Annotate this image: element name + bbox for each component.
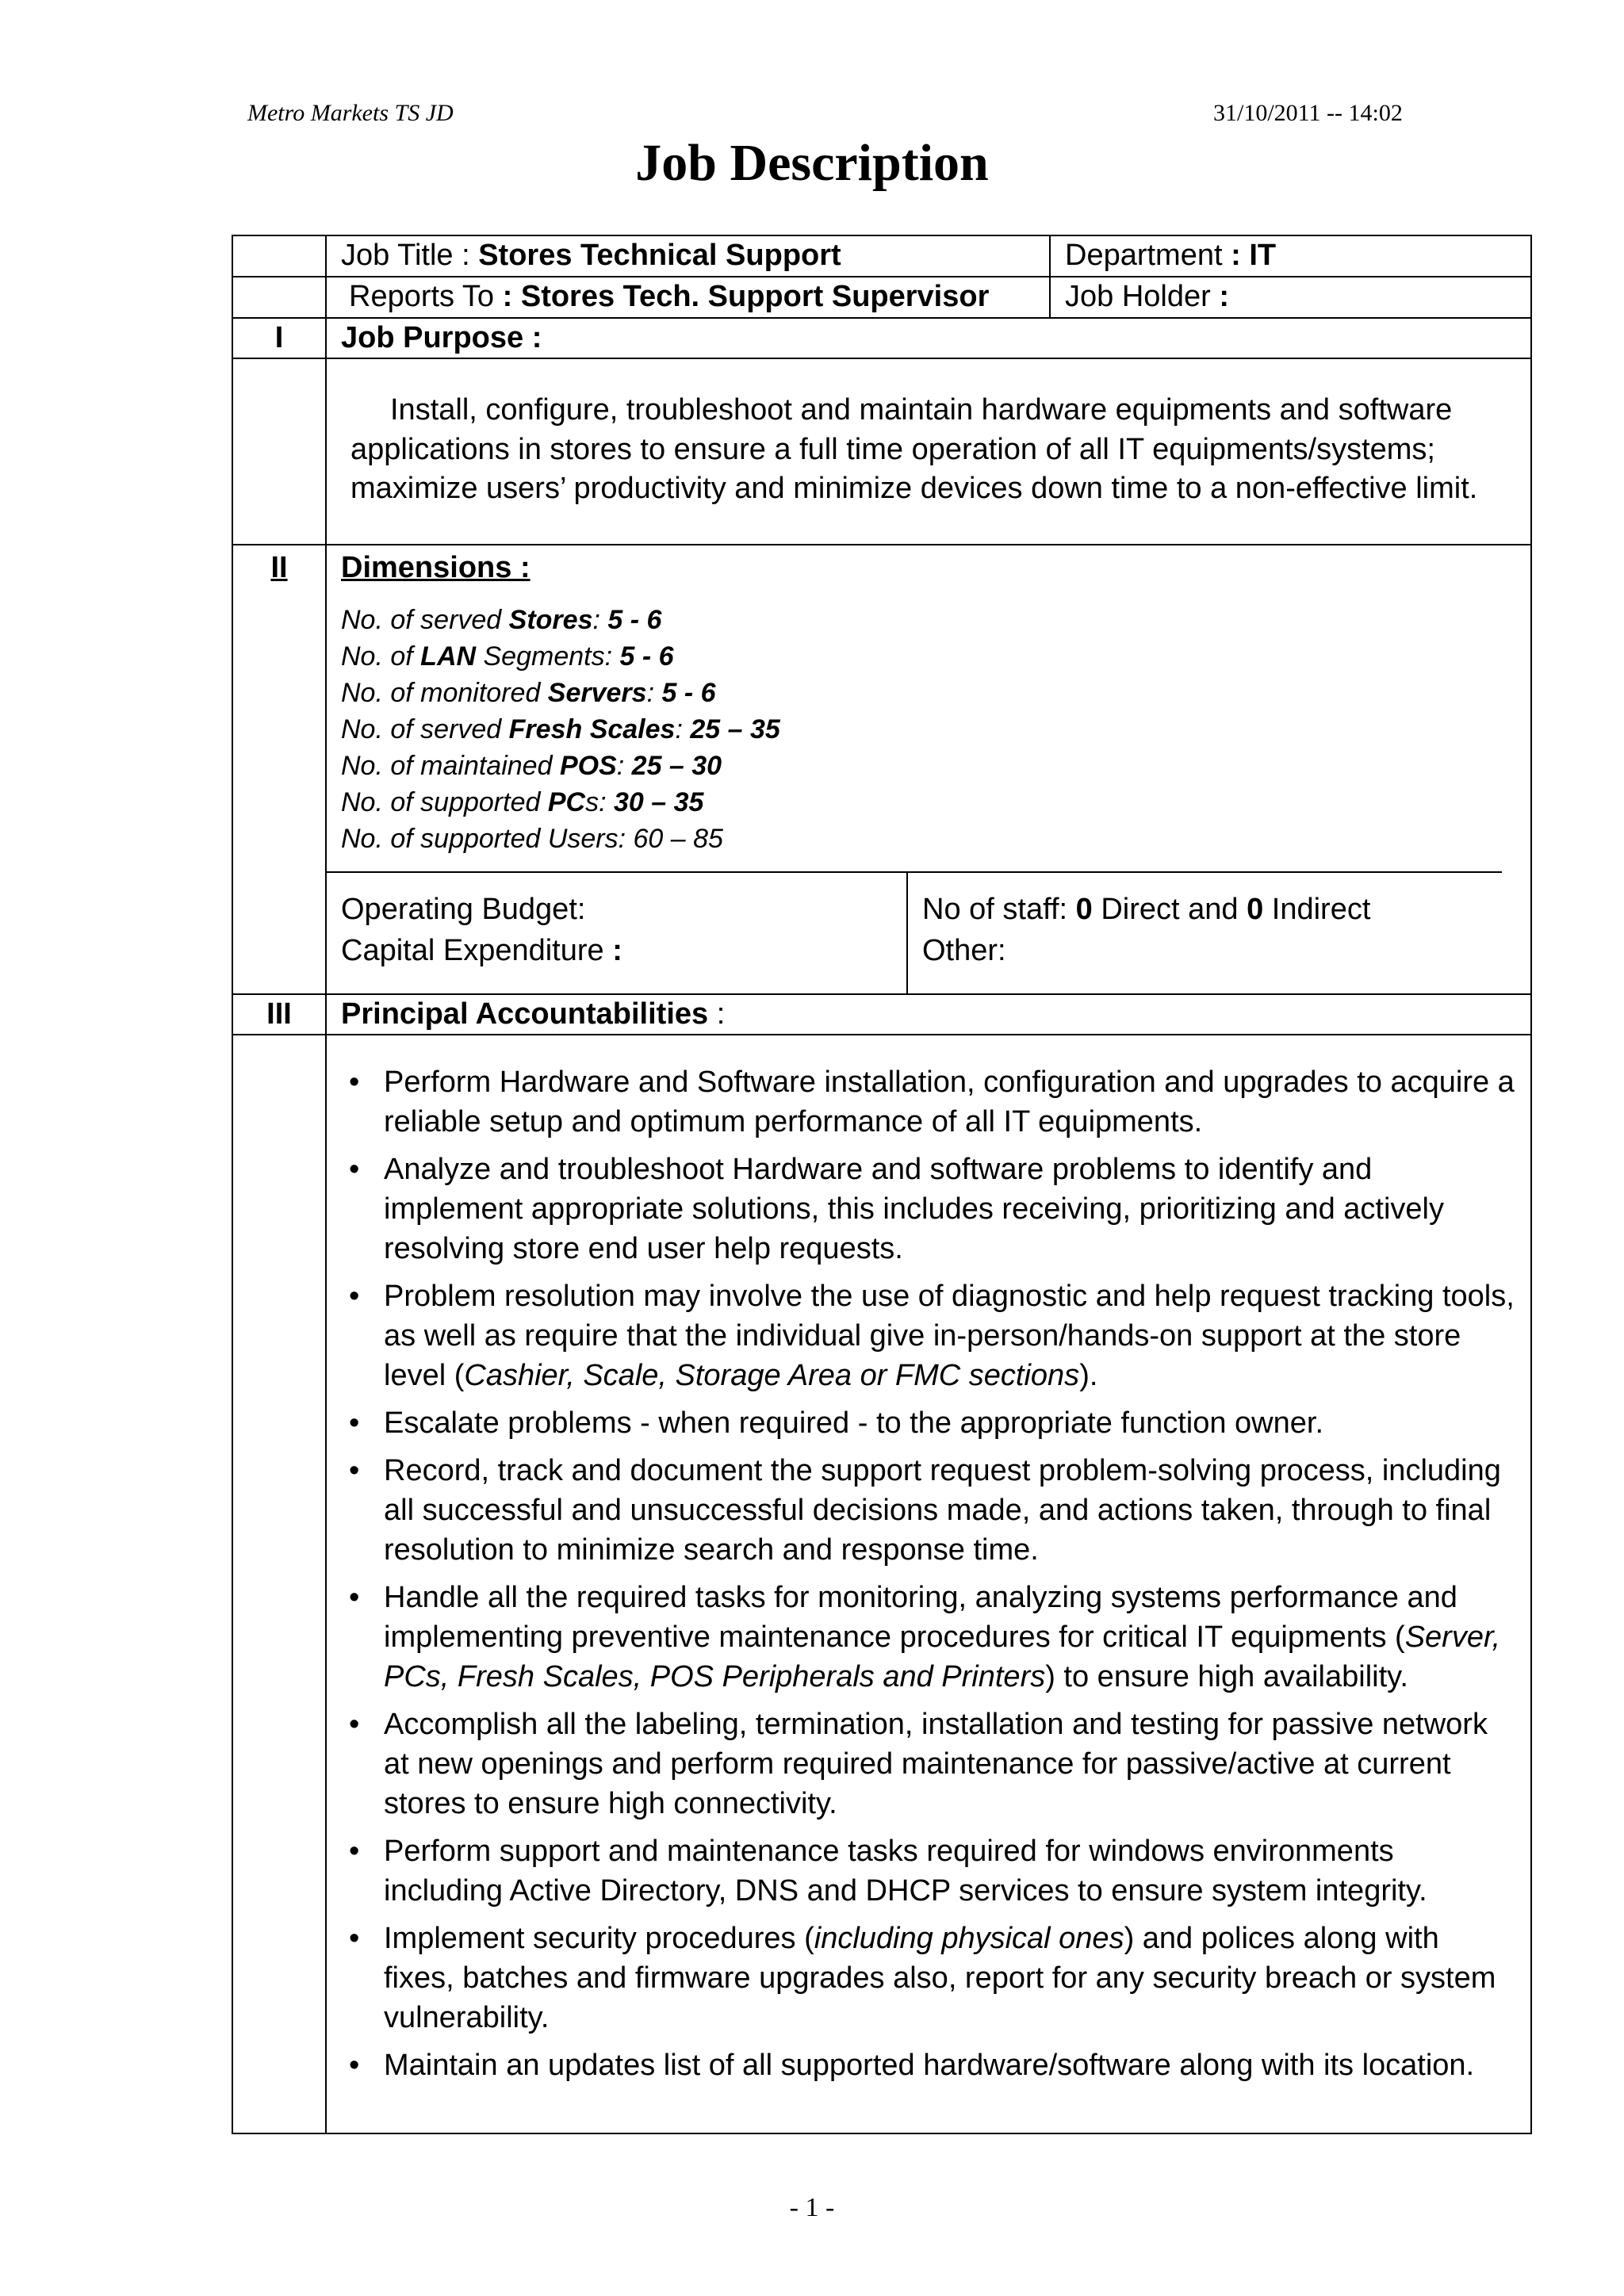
job-title-label: Job Title : [341, 239, 470, 272]
dimensions-list [341, 602, 1516, 857]
accountability-item: • Maintain an updates list of all supported hardware/software along with its location. [384, 2045, 1516, 2085]
job-purpose-row [232, 358, 1531, 544]
job-holder-colon: : [1219, 280, 1229, 313]
section-title: Job Purpose : [326, 318, 1531, 358]
page-number: - 1 - [789, 2193, 835, 2222]
staff-indirect-count: 0 [1247, 892, 1264, 926]
department-label: Department [1065, 239, 1223, 272]
capex-colon: : [612, 933, 622, 967]
document-header-left: Metro Markets TS JD [247, 100, 454, 126]
capex-label: Capital Expenditure [341, 933, 604, 967]
dimension-item: No. of maintained POS: 25 – 30 [341, 750, 722, 781]
staff-line: No of staff: 0 Direct and 0 Indirect [922, 892, 1371, 926]
job-title-value: Stores Technical Support [478, 239, 841, 272]
staff-direct-count: 0 [1075, 892, 1093, 926]
section-one-header [232, 318, 1531, 358]
dimension-item: No. of served Stores: 5 - 6 [341, 604, 662, 635]
section-number: I [232, 318, 326, 358]
section-number: II [232, 545, 326, 994]
blank-cell [232, 235, 326, 277]
department-value: IT [1249, 239, 1277, 272]
blank-cell [232, 1035, 326, 2133]
blank-cell [232, 358, 326, 544]
accountability-item: • Accomplish all the labeling, termination, installation and testing for passive network at new openings and perform required maintenance for passive/active at current stores to ensure high connectivity. [384, 1705, 1516, 1823]
department-colon: : [1231, 239, 1241, 272]
reports-to-colon: : [502, 280, 513, 313]
job-holder-label: Job Holder [1065, 280, 1211, 313]
dimension-item: No. of supported PCs: 30 – 35 [341, 786, 704, 817]
section-number: III [232, 994, 326, 1035]
accountability-item: • Handle all the required tasks for monitoring, analyzing systems performance and implementing preventive maintenance procedures for critical IT equipments (Server, PCs, Fresh Scales, POS Peripherals and Printers) to ensure high availability. [384, 1578, 1516, 1697]
reports-to-value: Stores Tech. Support Supervisor [520, 280, 990, 313]
budget-table [327, 871, 1502, 993]
reports-to-row [232, 277, 1531, 318]
job-title-inner [327, 236, 1530, 276]
reports-to-inner [327, 277, 1530, 317]
dimension-item: No. of LAN Segments: 5 - 6 [341, 641, 674, 672]
accountability-item: • Record, track and document the support request problem-solving process, including all successful and unsuccessful decisions made, and actions taken, through to final resolution to minimize search and response time. [384, 1451, 1516, 1570]
other-label: Other: [922, 933, 1006, 967]
section-three-header [232, 994, 1531, 1035]
dimension-item: No. of monitored Servers: 5 - 6 [341, 677, 716, 708]
blank-cell [232, 277, 326, 318]
accountability-item: • Escalate problems - when required - to the appropriate function owner. [384, 1403, 1516, 1443]
page-title: Job Description [635, 134, 989, 192]
section-title-colon: : [716, 997, 726, 1031]
accountability-item: • Analyze and troubleshoot Hardware and software problems to identify and implement appropriate solutions, this includes receiving, prioritizing and actively resolving store end user help requests. [384, 1150, 1516, 1269]
dimension-item: No. of supported Users: 60 – 85 [341, 823, 723, 854]
job-purpose-text: Install, configure, troubleshoot and maintain hardware equipments and software applications in stores to ensure a full time operation of all IT equipments/systems; maximize users’ productivity and minimize devices down time to a non-effective limit. [350, 393, 1478, 506]
operating-budget-label: Operating Budget: [341, 892, 586, 926]
section-title: Dimensions : [341, 550, 530, 584]
section-title: Principal Accountabilities [341, 997, 709, 1031]
section-two-row [232, 545, 1531, 994]
dimension-item: No. of served Fresh Scales: 25 – 35 [341, 714, 780, 744]
accountability-item: • Perform support and maintenance tasks required for windows environments including Active Directory, DNS and DHCP services to ensure system integrity. [384, 1831, 1516, 1911]
accountability-item: • Problem resolution may involve the use of diagnostic and help request tracking tools, as well as require that the individual give in-person/hands-on support at the store level (Cashier, Scale, Storage Area or FMC sections). [384, 1276, 1516, 1395]
accountability-item: • Perform Hardware and Software installation, configuration and upgrades to acquire a reliable setup and optimum performance of all IT equipments. [384, 1062, 1516, 1142]
accountabilities-row [232, 1035, 1531, 2133]
accountabilities-list [341, 1062, 1516, 2085]
reports-to-label: Reports To [349, 280, 495, 313]
accountability-item: • Implement security procedures (including physical ones) and polices along with fixes, batches and firmware upgrades also, report for any security breach or system vulnerability. [384, 1919, 1516, 2038]
job-title-row [232, 235, 1531, 277]
job-description-table [232, 235, 1532, 2134]
document-header-date: 31/10/2011 -- 14:02 [1213, 100, 1403, 126]
